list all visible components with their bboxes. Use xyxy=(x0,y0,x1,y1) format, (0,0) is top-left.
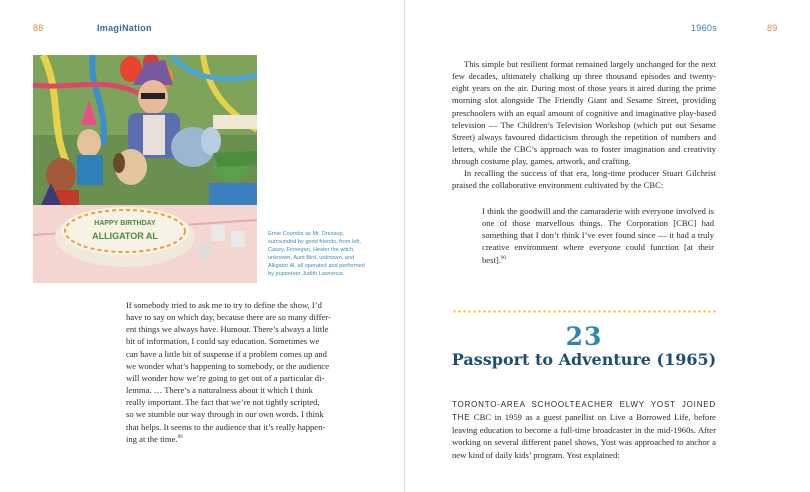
quote-line: really important. The fact that we’re not tightly scripted, xyxy=(126,397,320,408)
paragraph-yost xyxy=(452,398,716,461)
quote-line: bit of information, I could say education. Sometimes we xyxy=(126,336,320,347)
svg-text:HAPPY BIRTHDAY: HAPPY BIRTHDAY xyxy=(94,220,156,227)
quote-line: have to say on which day, because there are so many differ- xyxy=(126,312,331,323)
lead-in-caps: TORONTO-AREA SCHOOLTEACHER ELWY YOST JOINED THE xyxy=(452,400,716,423)
quote-line: ent things we always have. Humour. There’s always a little xyxy=(126,324,329,335)
gilchrist-quote-text: I think the goodwill and the camaraderie with everyone involved is one of those marvellous things. The Corporation [CBC] had something that I don’t think I’ve ever found since — it had a truly creative environment where everyone could function [at their best]. xyxy=(482,206,714,265)
paragraph-format: This simple but resilient format remained largely unchanged for the next few decades, ultimately chalking up three thousand episodes and twenty-eight years on the air. During most of those years it aired during the prime morning slot alongside The Friendly Giant and Sesame Street, providing preschoolers with an equal amount of cognitive and imaginative play-based television — The Children’s Television Workshop (which put out Sesame Street) always favoured didacticism through the repetition of numbers and letters, while the CBC’s approach was to foster imagination and creativity through costume play, games, artwork, and crafting. xyxy=(452,59,716,167)
birthday-party-illustration xyxy=(33,55,257,283)
quote-line: If somebody tried to ask me to try to define the show, I’d xyxy=(126,300,322,310)
chapter-title: Passport to Adventure (1965) xyxy=(451,350,717,369)
quote-line xyxy=(126,433,344,445)
quote-last-line-text: ing at the time. xyxy=(126,433,178,444)
quote-line: so we stumble our way through in our own words. I think xyxy=(126,409,324,420)
photo-caption: Ernie Coombs as Mr. Dressup, surrounded by good friends, from left, Casey, Finnegan, Hester the witch, unknown, Aunt Bird, unknown, and Alligator Al, all operated and performed by puppeteer Judith Lawrence. xyxy=(268,231,365,277)
dressup-quote xyxy=(126,299,344,445)
svg-text:ALLIGATOR AL: ALLIGATOR AL xyxy=(92,231,158,241)
page-number-right: 89 xyxy=(767,23,778,33)
endnote-marker[interactable]: 89 xyxy=(177,434,183,440)
mr-dressup-photo xyxy=(33,55,257,283)
quote-line: we wonder what’s happening to somebody, or the audience xyxy=(126,360,330,371)
running-head-right: 1960s xyxy=(691,23,718,33)
chapter-divider xyxy=(452,310,716,313)
quote-line: will wonder how we’re going to get out of a particular di- xyxy=(126,372,325,383)
quote-line: can have a little bit of suspense if a problem comes up and xyxy=(126,348,327,359)
chapter-number: 23 xyxy=(565,322,603,351)
paragraph-gilchrist: In recalling the success of that era, long-time producer Stuart Gilchrist praised the collaborative environment cultivated by the CBC: xyxy=(452,168,716,191)
gilchrist-quote xyxy=(482,205,714,266)
paragraph-yost-text: CBC in 1959 as a guest panellist on Live a Borrowed Life, before leaving education to become a full-time broadcaster in the mid-1960s. After working on several different panel shows, Yost was approached to anchor a new kind of daily kids’ program. Yost explained: xyxy=(452,412,716,460)
endnote-marker[interactable]: 90 xyxy=(500,255,506,261)
page-number-left: 88 xyxy=(33,23,44,33)
quote-line: that helps. It seems to the audience that it’s really happen- xyxy=(126,421,326,432)
quote-line: lemma. … There’s a naturalness about it which I think xyxy=(126,385,313,396)
running-head-left: ImagiNation xyxy=(97,23,152,33)
